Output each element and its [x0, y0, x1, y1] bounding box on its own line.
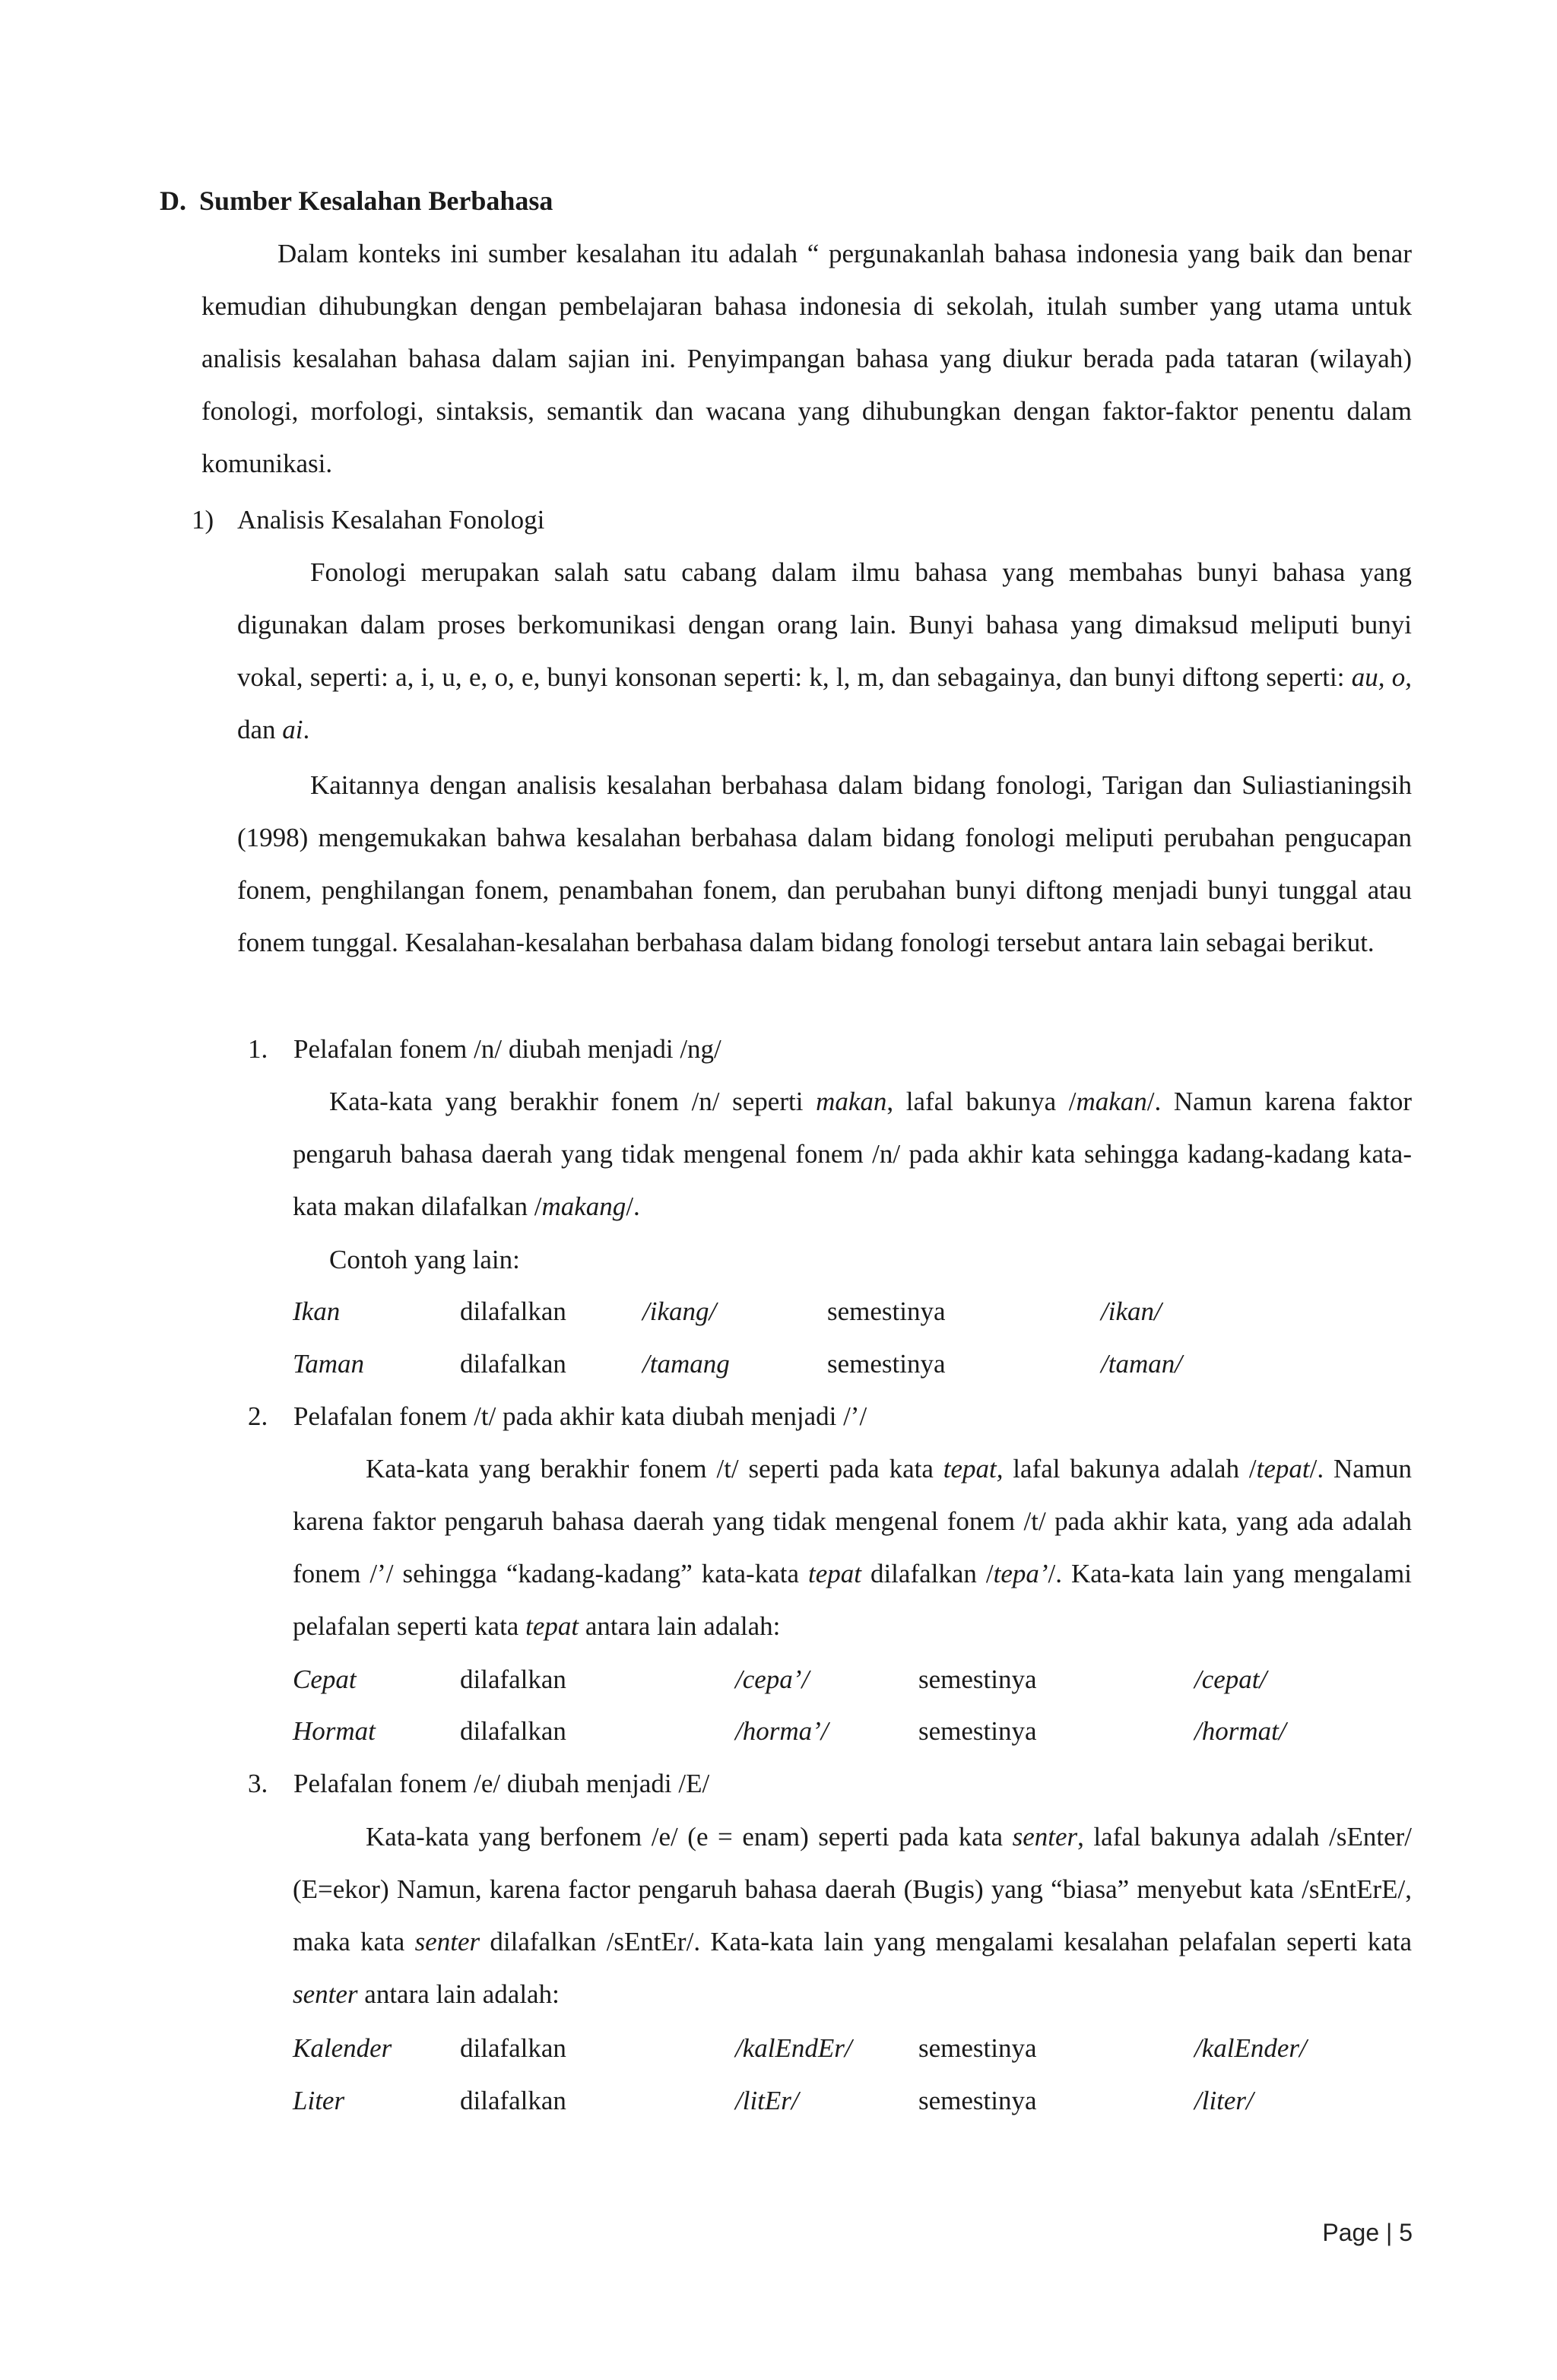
- example-conj: semestinya: [918, 2033, 1037, 2063]
- example-intro: Contoh yang lain:: [329, 1245, 520, 1274]
- example-right: /ikan/: [1101, 1296, 1162, 1326]
- example-right: /liter/: [1194, 2086, 1254, 2115]
- fonologi-text: Fonologi merupakan salah satu cabang dalam ilmu bahasa yang membahas bunyi bahasa yang digunakan dalam proses berkomunikasi dengan orang lain. Bunyi bahasa yang dimaksud meliputi bunyi vokal, seperti: a, i, u, e, o, e, bunyi konsonan seperti: k, l, m, dan sebagainya, dan bunyi diftong seperti:: [237, 557, 1412, 692]
- list-item-2-number: 2.: [248, 1401, 268, 1431]
- example-verb: dilafalkan: [460, 1349, 566, 1379]
- item2-italic-b: tepat: [1256, 1454, 1310, 1484]
- item2-text-c: /. Namun karena faktor pengaruh bahasa daerah yang tidak mengenal fonem /t/ pada akhir kata, yang ada adalah fonem /’/ sehingga “kadang-kadang” kata-kata: [293, 1454, 1413, 1588]
- kaitannya-paragraph: [237, 759, 1412, 969]
- item3-italic-a: senter: [1012, 1822, 1078, 1852]
- example-wrong: /tamang: [642, 1349, 730, 1379]
- example-verb: dilafalkan: [460, 1716, 566, 1746]
- subsection-number: 1): [192, 505, 214, 535]
- section-heading: [160, 175, 553, 227]
- example-wrong: /kalEndEr/: [735, 2033, 852, 2063]
- example-wrong: /cepa’/: [735, 1664, 810, 1694]
- heading-number: D.: [160, 186, 186, 216]
- item3-text-d: antara lain adalah:: [357, 1979, 560, 2009]
- example-wrong: /ikang/: [642, 1296, 717, 1326]
- item2-italic-a: tepat,: [943, 1454, 1004, 1484]
- fonologi-paragraph: [237, 546, 1412, 756]
- item3-text-c: dilafalkan /sEntEr/. Kata-kata lain yang mengalami kesalahan pelafalan seperti kata: [480, 1927, 1412, 1956]
- intro-text: Dalam konteks ini sumber kesalahan itu adalah “ pergunakanlah bahasa indonesia yang baik dan benar kemudian dihubungkan dengan pembelajaran bahasa indonesia di sekolah, itulah sumber yang utama untuk analisis kesalahan bahasa dalam sajian ini. Penyimpangan bahasa yang diukur berada pada tataran (wilayah) fonologi, morfologi, sintaksis, semantik dan wacana yang dihubungkan dengan faktor-faktor penentu dalam komunikasi.: [201, 239, 1412, 478]
- diftong-examples-2: ai: [282, 715, 303, 744]
- item1-italic-c: makang: [541, 1192, 626, 1221]
- example-conj: semestinya: [918, 1716, 1037, 1746]
- example-conj: semestinya: [918, 1664, 1037, 1694]
- example-right: /hormat/: [1194, 1716, 1286, 1746]
- item2-text-e: /. Kata-kata lain yang mengalami pelafalan seperti kata: [293, 1559, 1412, 1641]
- intro-paragraph: [201, 227, 1412, 490]
- list-item-1-title: [248, 1023, 721, 1075]
- page-number: Page | 5: [1322, 2219, 1413, 2246]
- item3-text-a: Kata-kata yang berfonem /e/ (e = enam) seperti pada kata: [366, 1822, 1013, 1852]
- list-item-3-number: 3.: [248, 1769, 268, 1798]
- item2-text-a: Kata-kata yang berakhir fonem /t/ seperti pada kata: [366, 1454, 943, 1484]
- example-word: Ikan: [293, 1296, 341, 1326]
- item2-text-d: dilafalkan /: [861, 1559, 994, 1588]
- list-item-2-paragraph: [293, 1442, 1412, 1652]
- example-word: Hormat: [293, 1716, 376, 1746]
- example-verb: dilafalkan: [460, 2033, 566, 2063]
- example-wrong: /litEr/: [735, 2086, 799, 2115]
- item2-text-f: antara lain adalah:: [579, 1611, 781, 1641]
- diftong-examples-1: au, o,: [1351, 662, 1412, 692]
- example-conj: semestinya: [827, 1296, 946, 1326]
- list-item-1-number: 1.: [248, 1034, 268, 1064]
- list-item-2-label: Pelafalan fonem /t/ pada akhir kata diubah menjadi /’/: [293, 1401, 867, 1431]
- heading-title: Sumber Kesalahan Berbahasa: [199, 186, 553, 216]
- example-word: Cepat: [293, 1664, 357, 1694]
- subsection-title: Analisis Kesalahan Fonologi: [237, 505, 545, 535]
- example-conj: semestinya: [827, 1349, 946, 1379]
- diftong-conj: dan: [237, 715, 283, 744]
- item1-text-b: , lafal bakunya /: [886, 1087, 1077, 1116]
- example-verb: dilafalkan: [460, 1664, 566, 1694]
- example-wrong: /horma’/: [735, 1716, 829, 1746]
- item2-text-b: lafal bakunya adalah /: [1003, 1454, 1257, 1484]
- kaitannya-text: Kaitannya dengan analisis kesalahan berbahasa dalam bidang fonologi, Tarigan dan Suliastianingsih (1998) mengemukakan bahwa kesalahan berbahasa dalam bidang fonologi meliputi perubahan pengucapan fonem, penghilangan fonem, penambahan fonem, dan perubahan bunyi diftong menjadi bunyi tunggal atau fonem tunggal. Kesalahan-kesalahan berbahasa dalam bidang fonologi tersebut antara lain sebagai berikut.: [237, 770, 1412, 957]
- example-right: /taman/: [1101, 1349, 1182, 1379]
- item1-text-d: /.: [626, 1192, 640, 1221]
- example-verb: dilafalkan: [460, 1296, 566, 1326]
- example-word: Kalender: [293, 2033, 392, 2063]
- item2-italic-e: tepat: [525, 1611, 579, 1641]
- item2-italic-c: tepat: [807, 1559, 861, 1588]
- item1-italic-b: makan: [1076, 1087, 1147, 1116]
- list-item-2-title: [248, 1390, 867, 1442]
- example-word: Taman: [293, 1349, 365, 1379]
- example-word: Liter: [293, 2086, 345, 2115]
- item1-italic-a: makan: [816, 1087, 887, 1116]
- subsection-heading: [192, 493, 544, 546]
- item3-italic-b: senter: [414, 1927, 480, 1956]
- example-conj: semestinya: [918, 2086, 1037, 2115]
- item1-text-c: /. Namun karena faktor pengaruh bahasa daerah yang tidak mengenal fonem /n/ pada akhir kata sehingga kadang-kadang kata-kata makan dilafalkan /: [293, 1087, 1412, 1221]
- list-item-1-paragraph: [293, 1075, 1412, 1233]
- fonologi-end: .: [303, 715, 310, 744]
- item3-text-b: , lafal bakunya adalah /sEnter/ (E=ekor) Namun, karena factor pengaruh bahasa daerah (Bugis) yang “biasa” menyebut kata /sEntErE/, maka kata: [293, 1822, 1412, 1956]
- item3-italic-c: senter: [293, 1979, 358, 2009]
- list-item-3-label: Pelafalan fonem /e/ diubah menjadi /E/: [293, 1769, 710, 1798]
- example-right: /kalEnder/: [1194, 2033, 1307, 2063]
- example-verb: dilafalkan: [460, 2086, 566, 2115]
- example-right: /cepat/: [1194, 1664, 1267, 1694]
- item2-italic-d: tepa’: [993, 1559, 1048, 1588]
- list-item-3-paragraph: [293, 1810, 1412, 2020]
- item1-text-a: Kata-kata yang berakhir fonem /n/ seperti: [329, 1087, 817, 1116]
- list-item-3-title: [248, 1757, 709, 1810]
- list-item-1-label: Pelafalan fonem /n/ diubah menjadi /ng/: [293, 1034, 721, 1064]
